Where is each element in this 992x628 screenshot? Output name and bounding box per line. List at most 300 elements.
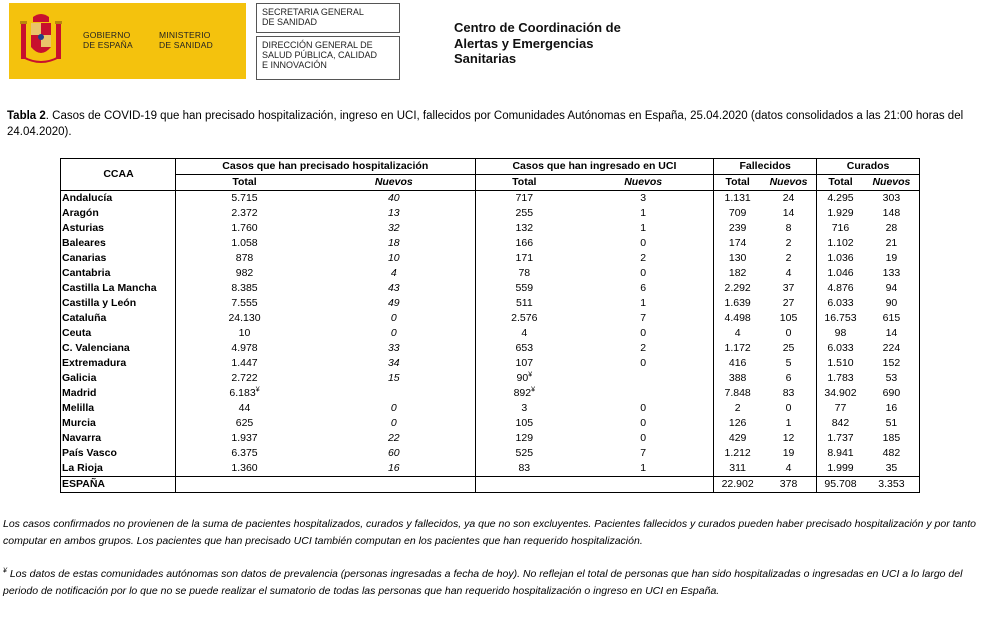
uci-new bbox=[573, 266, 714, 281]
fallecidos-total-value: 416 bbox=[728, 357, 747, 369]
fallecidos-total-value: 388 bbox=[728, 372, 747, 384]
total-u-new bbox=[573, 477, 714, 493]
table-row bbox=[61, 401, 920, 416]
curados-total-value: 1.783 bbox=[827, 372, 854, 384]
table-row bbox=[61, 206, 920, 221]
uci-total-value: 83 bbox=[518, 462, 531, 474]
fallecidos-new-value: 37 bbox=[782, 282, 795, 294]
fallecidos-total-value: 709 bbox=[728, 207, 747, 219]
table-row bbox=[61, 371, 920, 386]
row-name-value: Extremadura bbox=[62, 357, 127, 369]
hosp-new bbox=[313, 311, 475, 326]
direccion-box bbox=[256, 36, 400, 80]
fallecidos-new-value: 4 bbox=[785, 462, 792, 474]
row-name bbox=[61, 326, 176, 341]
hosp-total-value: 6.375 bbox=[231, 447, 258, 459]
table-row bbox=[61, 416, 920, 431]
uci-new bbox=[573, 446, 714, 461]
hosp-total bbox=[176, 341, 314, 356]
fallecidos-total-value: 174 bbox=[728, 237, 747, 249]
uci-total bbox=[475, 266, 573, 281]
row-name-value: Navarra bbox=[62, 432, 102, 444]
centro-line-2: Alertas y Emergencias bbox=[454, 35, 594, 51]
ministerio-text bbox=[159, 30, 213, 50]
curados-new bbox=[864, 221, 920, 236]
row-name-value: Canarias bbox=[62, 252, 107, 264]
curados-new bbox=[864, 191, 920, 207]
footnote-2-text: Los datos de estas comunidades autónomas son datos de prevalencia (personas ingresadas a fecha de hoy). No reflejan el total de personas que han sido hospitalizadas o ingresadas en UCI a lo largo del periodo de notificación por lo que no se puede realizar el sumatorio de todas las personas que han requerido hospitalización o ingreso en UCI en España. bbox=[3, 568, 963, 597]
curados-total bbox=[817, 326, 864, 341]
gov-line-2: DE ESPAÑA bbox=[83, 40, 133, 50]
hosp-new-value: 0 bbox=[390, 417, 397, 429]
hosp-total bbox=[176, 461, 314, 477]
hosp-new bbox=[313, 266, 475, 281]
row-name bbox=[61, 371, 176, 386]
prevalence-mark: ¥ bbox=[531, 386, 536, 394]
curados-total bbox=[817, 311, 864, 326]
row-name-value: Aragón bbox=[62, 207, 99, 219]
uci-new bbox=[573, 341, 714, 356]
curados-new-value: 148 bbox=[882, 207, 901, 219]
fallecidos-total bbox=[714, 371, 761, 386]
curados-new-value: 35 bbox=[885, 462, 898, 474]
curados-total-value: 1.036 bbox=[827, 252, 854, 264]
hosp-new-value: 0 bbox=[390, 312, 397, 324]
header-row-groups bbox=[61, 159, 920, 175]
fallecidos-new bbox=[761, 341, 817, 356]
fallecidos-total bbox=[714, 401, 761, 416]
row-name-value: Andalucía bbox=[62, 192, 113, 204]
row-name-value: Cantabria bbox=[62, 267, 111, 279]
row-name bbox=[61, 431, 176, 446]
fallecidos-new-value: 1 bbox=[785, 417, 792, 429]
uci-new-value: 0 bbox=[640, 237, 647, 249]
prevalence-mark: ¥ bbox=[255, 386, 260, 394]
hosp-new-value: 4 bbox=[390, 267, 397, 279]
fallecidos-new-value: 83 bbox=[782, 387, 795, 399]
group-header-uci: Casos que han ingresado en UCI bbox=[475, 159, 714, 175]
hosp-total bbox=[176, 251, 314, 266]
hosp-new-value: 16 bbox=[387, 462, 400, 474]
table-row bbox=[61, 191, 920, 207]
hosp-new-value: 49 bbox=[387, 297, 400, 309]
table-body bbox=[61, 191, 920, 477]
curados-new bbox=[864, 416, 920, 431]
table-row bbox=[61, 446, 920, 461]
curados-total bbox=[817, 221, 864, 236]
fallecidos-new bbox=[761, 311, 817, 326]
curados-total-value: 1.929 bbox=[827, 207, 854, 219]
uci-total bbox=[475, 446, 573, 461]
fallecidos-new bbox=[761, 251, 817, 266]
curados-total-value: 16.753 bbox=[824, 312, 857, 324]
row-name-value: Baleares bbox=[62, 237, 106, 249]
hosp-total bbox=[176, 371, 314, 386]
fallecidos-new-value: 105 bbox=[779, 312, 798, 324]
fallecidos-total bbox=[714, 296, 761, 311]
hosp-new bbox=[313, 371, 475, 386]
sub-new-header: Nuevos bbox=[769, 176, 808, 188]
fallecidos-total bbox=[714, 356, 761, 371]
hosp-total-value: 8.385 bbox=[231, 282, 258, 294]
table-row bbox=[61, 311, 920, 326]
row-name-value: Ceuta bbox=[62, 327, 92, 339]
data-table-container bbox=[60, 158, 920, 493]
min-line-1: MINISTERIO bbox=[159, 30, 211, 40]
table-row bbox=[61, 326, 920, 341]
row-name-value: Melilla bbox=[62, 402, 95, 414]
centro-line-3: Sanitarias bbox=[454, 51, 517, 66]
fallecidos-total-value: 182 bbox=[728, 267, 747, 279]
curados-new bbox=[864, 356, 920, 371]
hosp-total bbox=[176, 266, 314, 281]
fallecidos-total-value: 126 bbox=[728, 417, 747, 429]
hosp-new-value: 13 bbox=[387, 207, 400, 219]
fallecidos-total bbox=[714, 416, 761, 431]
uci-new-value: 0 bbox=[640, 402, 647, 414]
fallecidos-total-value: 2.292 bbox=[724, 282, 751, 294]
box2-line-3: E INNOVACIÓN bbox=[262, 60, 327, 70]
uci-new bbox=[573, 416, 714, 431]
uci-new bbox=[573, 281, 714, 296]
coat-of-arms-icon bbox=[19, 13, 63, 69]
hosp-total-value: 878 bbox=[235, 252, 254, 264]
row-name bbox=[61, 206, 176, 221]
curados-new-value: 615 bbox=[882, 312, 901, 324]
hosp-total-value: 2.372 bbox=[231, 207, 258, 219]
curados-new-value: 14 bbox=[885, 327, 898, 339]
hosp-new-value: 0 bbox=[390, 327, 397, 339]
fallecidos-new-value: 2 bbox=[785, 237, 792, 249]
covid-table bbox=[60, 158, 920, 493]
uci-new-value: 0 bbox=[640, 327, 647, 339]
fallecidos-new bbox=[761, 296, 817, 311]
sub-total-header: Total bbox=[176, 175, 314, 191]
curados-new-value: 152 bbox=[882, 357, 901, 369]
uci-total bbox=[475, 416, 573, 431]
curados-total bbox=[817, 461, 864, 477]
hosp-new bbox=[313, 386, 475, 401]
row-name-value: Castilla y León bbox=[62, 297, 137, 309]
curados-total bbox=[817, 341, 864, 356]
table-caption bbox=[7, 108, 982, 140]
uci-total bbox=[475, 311, 573, 326]
curados-total bbox=[817, 386, 864, 401]
centro-title bbox=[454, 20, 621, 67]
fallecidos-total-value: 429 bbox=[728, 432, 747, 444]
fallecidos-total bbox=[714, 251, 761, 266]
curados-total-value: 6.033 bbox=[827, 342, 854, 354]
curados-new bbox=[864, 311, 920, 326]
hosp-total bbox=[176, 446, 314, 461]
hosp-new bbox=[313, 206, 475, 221]
curados-new bbox=[864, 251, 920, 266]
hosp-total bbox=[176, 326, 314, 341]
government-logo-block bbox=[9, 3, 246, 79]
hosp-total-value: 1.447 bbox=[231, 357, 258, 369]
fallecidos-new bbox=[761, 461, 817, 477]
fallecidos-total-value: 239 bbox=[728, 222, 747, 234]
hosp-new bbox=[313, 401, 475, 416]
uci-total bbox=[475, 431, 573, 446]
curados-new bbox=[864, 266, 920, 281]
row-name bbox=[61, 386, 176, 401]
fallecidos-total bbox=[714, 236, 761, 251]
row-name-value: Cataluña bbox=[62, 312, 107, 324]
hosp-total bbox=[176, 191, 314, 207]
curados-new bbox=[864, 296, 920, 311]
curados-total-value: 4.876 bbox=[827, 282, 854, 294]
fallecidos-new bbox=[761, 281, 817, 296]
curados-total-value: 8.941 bbox=[827, 447, 854, 459]
row-name-value: Murcia bbox=[62, 417, 96, 429]
fallecidos-new-value: 0 bbox=[785, 402, 792, 414]
total-f-total: 22.902 bbox=[714, 477, 761, 493]
row-name bbox=[61, 251, 176, 266]
hosp-new bbox=[313, 356, 475, 371]
row-name bbox=[61, 401, 176, 416]
box1-line-2: DE SANIDAD bbox=[262, 17, 318, 27]
row-name-value: País Vasco bbox=[62, 447, 117, 459]
hosp-new-value: 0 bbox=[390, 402, 397, 414]
curados-total-value: 98 bbox=[834, 327, 847, 339]
uci-new bbox=[573, 221, 714, 236]
fallecidos-new bbox=[761, 221, 817, 236]
fallecidos-total bbox=[714, 311, 761, 326]
fallecidos-new bbox=[761, 266, 817, 281]
table-row bbox=[61, 251, 920, 266]
uci-new-value: 1 bbox=[640, 207, 647, 219]
uci-total-value: 653 bbox=[515, 342, 534, 354]
row-name bbox=[61, 461, 176, 477]
hosp-total-value: 982 bbox=[235, 267, 254, 279]
fallecidos-new-value: 5 bbox=[785, 357, 792, 369]
row-name-value: La Rioja bbox=[62, 462, 103, 474]
row-name bbox=[61, 341, 176, 356]
sub-total-header: Total bbox=[475, 175, 573, 191]
total-name: ESPAÑA bbox=[61, 477, 176, 493]
fallecidos-new-value: 19 bbox=[782, 447, 795, 459]
group-header-hosp: Casos que han precisado hospitalización bbox=[176, 159, 476, 175]
hosp-total-value: 1.937 bbox=[231, 432, 258, 444]
curados-new bbox=[864, 431, 920, 446]
fallecidos-new bbox=[761, 386, 817, 401]
curados-total-value: 4.295 bbox=[827, 192, 854, 204]
uci-total bbox=[475, 356, 573, 371]
uci-new-value: 2 bbox=[640, 252, 647, 264]
uci-new-value: 2 bbox=[640, 342, 647, 354]
fallecidos-total bbox=[714, 266, 761, 281]
hosp-new-value: 15 bbox=[387, 372, 400, 384]
row-name bbox=[61, 266, 176, 281]
row-name bbox=[61, 296, 176, 311]
curados-total-value: 77 bbox=[834, 402, 847, 414]
curados-new-value: 224 bbox=[882, 342, 901, 354]
uci-total-value: 525 bbox=[515, 447, 534, 459]
row-name bbox=[61, 311, 176, 326]
gov-line-1: GOBIERNO bbox=[83, 30, 131, 40]
curados-total-value: 1.046 bbox=[827, 267, 854, 279]
curados-total-value: 842 bbox=[831, 417, 850, 429]
hosp-new bbox=[313, 221, 475, 236]
hosp-total bbox=[176, 356, 314, 371]
hosp-total-value: 6.183 bbox=[229, 387, 256, 399]
curados-new-value: 21 bbox=[885, 237, 898, 249]
uci-total bbox=[475, 236, 573, 251]
curados-total bbox=[817, 191, 864, 207]
uci-new-value: 3 bbox=[640, 192, 647, 204]
uci-total bbox=[475, 206, 573, 221]
total-h-new bbox=[313, 477, 475, 493]
fallecidos-new bbox=[761, 431, 817, 446]
uci-new bbox=[573, 326, 714, 341]
hosp-new-value: 43 bbox=[387, 282, 400, 294]
uci-total-value: 511 bbox=[515, 297, 533, 309]
hosp-total-value: 2.722 bbox=[231, 372, 258, 384]
sub-new-header: Nuevos bbox=[864, 175, 920, 191]
hosp-new-value: 33 bbox=[387, 342, 400, 354]
fallecidos-total bbox=[714, 386, 761, 401]
row-name bbox=[61, 236, 176, 251]
curados-new-value: 90 bbox=[885, 297, 898, 309]
curados-new bbox=[864, 386, 920, 401]
fallecidos-total-value: 1.639 bbox=[724, 297, 751, 309]
caption-label: Tabla 2 bbox=[7, 110, 46, 122]
fallecidos-new bbox=[761, 401, 817, 416]
row-name bbox=[61, 416, 176, 431]
hosp-new bbox=[313, 431, 475, 446]
fallecidos-total bbox=[714, 191, 761, 207]
hosp-new bbox=[313, 416, 475, 431]
uci-new bbox=[573, 191, 714, 207]
fallecidos-total-value: 311 bbox=[729, 462, 747, 474]
fallecidos-total-value: 1.172 bbox=[724, 342, 751, 354]
uci-total-value: 2.576 bbox=[511, 312, 538, 324]
gobierno-text bbox=[83, 30, 133, 50]
fallecidos-total-value: 1.131 bbox=[724, 192, 751, 204]
uci-new-value: 1 bbox=[640, 462, 647, 474]
total-f-new: 378 bbox=[761, 477, 817, 493]
fallecidos-total bbox=[714, 281, 761, 296]
hosp-new-value: 34 bbox=[387, 357, 400, 369]
uci-new bbox=[573, 401, 714, 416]
prevalence-mark: ¥ bbox=[528, 371, 533, 379]
fallecidos-total-value: 7.848 bbox=[724, 387, 751, 399]
curados-total-value: 716 bbox=[831, 222, 850, 234]
row-name-value: Castilla La Mancha bbox=[62, 282, 157, 294]
uci-total bbox=[475, 461, 573, 477]
curados-new bbox=[864, 281, 920, 296]
hosp-new bbox=[313, 341, 475, 356]
hosp-new-value: 22 bbox=[387, 432, 400, 444]
uci-total bbox=[475, 341, 573, 356]
hosp-new bbox=[313, 326, 475, 341]
uci-total bbox=[475, 371, 573, 386]
hosp-new bbox=[313, 446, 475, 461]
uci-total-value: 717 bbox=[515, 192, 534, 204]
uci-total-value: 107 bbox=[515, 357, 534, 369]
uci-new bbox=[573, 296, 714, 311]
curados-total-value: 1.737 bbox=[827, 432, 854, 444]
curados-new bbox=[864, 371, 920, 386]
uci-new bbox=[573, 386, 714, 401]
fallecidos-new bbox=[761, 236, 817, 251]
total-c-total: 95.708 bbox=[817, 477, 864, 493]
curados-new-value: 28 bbox=[885, 222, 898, 234]
uci-total bbox=[475, 281, 573, 296]
sub-total-header: Total bbox=[817, 175, 864, 191]
curados-total bbox=[817, 296, 864, 311]
fallecidos-new-value: 6 bbox=[785, 372, 792, 384]
fallecidos-new-value: 24 bbox=[782, 192, 795, 204]
uci-new-value: 1 bbox=[640, 222, 647, 234]
document-header bbox=[0, 0, 992, 90]
hosp-total-value: 7.555 bbox=[231, 297, 258, 309]
curados-total bbox=[817, 236, 864, 251]
hosp-total bbox=[176, 236, 314, 251]
curados-total bbox=[817, 401, 864, 416]
curados-total bbox=[817, 281, 864, 296]
table-row bbox=[61, 266, 920, 281]
min-line-2: DE SANIDAD bbox=[159, 40, 213, 50]
row-name-value: Asturias bbox=[62, 222, 105, 234]
uci-new-value: 6 bbox=[640, 282, 647, 294]
sub-new-header: Nuevos bbox=[624, 176, 663, 188]
hosp-total bbox=[176, 206, 314, 221]
fallecidos-total bbox=[714, 461, 761, 477]
uci-total-value: 559 bbox=[515, 282, 534, 294]
uci-total bbox=[475, 401, 573, 416]
fallecidos-total bbox=[714, 326, 761, 341]
uci-total-value: 132 bbox=[515, 222, 534, 234]
row-name-value: Madrid bbox=[62, 387, 97, 399]
curados-total-value: 34.902 bbox=[824, 387, 857, 399]
uci-new-value: 0 bbox=[640, 267, 647, 279]
uci-new bbox=[573, 431, 714, 446]
table-row bbox=[61, 341, 920, 356]
total-row bbox=[61, 477, 920, 493]
uci-total-value: 166 bbox=[515, 237, 534, 249]
hosp-total bbox=[176, 431, 314, 446]
uci-total bbox=[475, 221, 573, 236]
curados-new bbox=[864, 461, 920, 477]
sub-total-header: Total bbox=[714, 175, 761, 191]
sub-new-header: Nuevos bbox=[374, 176, 413, 188]
hosp-new bbox=[313, 281, 475, 296]
uci-total bbox=[475, 191, 573, 207]
hosp-new-value: 60 bbox=[387, 447, 400, 459]
uci-new bbox=[573, 356, 714, 371]
total-h-total bbox=[176, 477, 314, 493]
curados-total-value: 6.033 bbox=[827, 297, 854, 309]
uci-total-value: 892 bbox=[513, 387, 532, 399]
caption-text: . Casos de COVID-19 que han precisado hospitalización, ingreso en UCI, fallecidos por Comunidades Autónomas en España, 25.04.2020 (datos consolidados a las 21:00 horas del 24.04.2020). bbox=[7, 110, 964, 138]
curados-total-value: 1.999 bbox=[827, 462, 854, 474]
curados-new-value: 690 bbox=[882, 387, 901, 399]
fallecidos-new-value: 8 bbox=[785, 222, 792, 234]
curados-total-value: 1.510 bbox=[827, 357, 854, 369]
hosp-total-value: 1.760 bbox=[231, 222, 258, 234]
table-row bbox=[61, 296, 920, 311]
curados-new-value: 19 bbox=[885, 252, 898, 264]
uci-new bbox=[573, 251, 714, 266]
uci-new bbox=[573, 461, 714, 477]
group-header-fallecidos: Fallecidos bbox=[714, 159, 817, 175]
curados-new bbox=[864, 206, 920, 221]
footnote-2 bbox=[3, 566, 983, 600]
fallecidos-new bbox=[761, 371, 817, 386]
uci-new bbox=[573, 236, 714, 251]
